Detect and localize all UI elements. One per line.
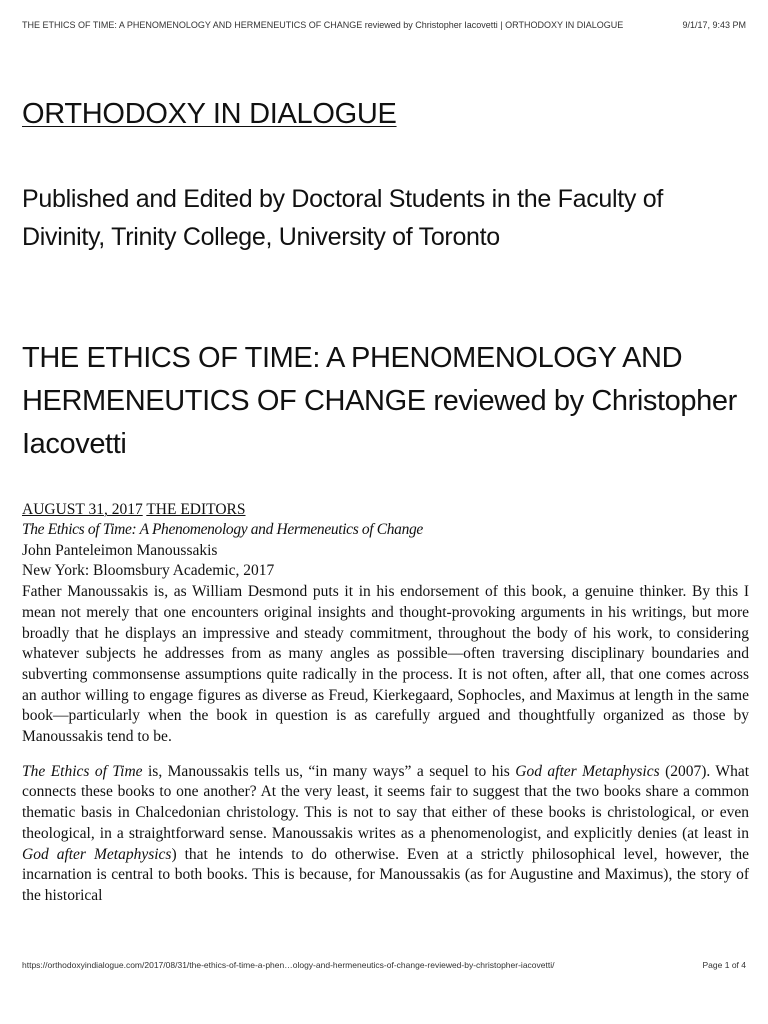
p2-italic-2: God after Metaphysics <box>515 762 660 780</box>
p2-text-1: is, Manoussakis tells us, “in many ways” a sequel to his <box>142 762 516 780</box>
print-header <box>22 20 746 30</box>
paragraph-2 <box>22 762 749 907</box>
book-publisher: New York: Bloomsbury Academic, 2017 <box>22 562 275 580</box>
p2-italic-3: God after Metaphysics <box>22 845 172 863</box>
p2-italic-1: The Ethics of Time <box>22 762 143 780</box>
article-content <box>22 520 752 907</box>
article-title <box>22 337 752 466</box>
article-meta <box>22 500 246 520</box>
site-tagline: Published and Edited by Doctoral Students in the Faculty of Divinity, Trinity College, University of Toronto <box>22 185 664 251</box>
print-page-number: Page 1 of 4 <box>702 960 746 970</box>
post-author-link[interactable]: THE EDITORS <box>146 501 246 518</box>
print-page-title: THE ETHICS OF TIME: A PHENOMENOLOGY AND HERMENEUTICS OF CHANGE reviewed by Christopher Iacovetti | ORTHODOXY IN DIALOGUE <box>22 20 624 30</box>
p2-text-3: ) that he intends to do otherwise. Even at a strictly philosophical level, however, the incarnation is central to both books. This is because, for Manoussakis (as for Augustine and Maximus), the story of the historical <box>22 845 749 904</box>
print-footer <box>22 960 746 970</box>
book-author: John Panteleimon Manoussakis <box>22 541 218 559</box>
book-title: The Ethics of Time: A Phenomenology and Hermeneutics of Change <box>22 521 423 538</box>
paragraph-1: Father Manoussakis is, as William Desmond puts it in his endorsement of this book, a genuine thinker. By this I mean not merely that one encounters original insights and thought-provoking arguments in his writings, but more broadly that he displays an impressive and steady commitment, throughout the body of his work, to considering whatever subjects he addresses from as many angles as possible—often traversing disciplinary boundaries and subverting commonsense assumptions quite radically in the process. It is not often, after all, that one comes across an author willing to engage figures as diverse as Freud, Kierkegaard, Sophocles, and Maximus at length in the same book—particularly when the book in question is as carefully argued and thoughtfully organized as those by Manoussakis tend to be. <box>22 583 749 746</box>
article-title-rest: reviewed by Christopher Iacovetti <box>22 385 737 460</box>
site-title-link[interactable]: ORTHODOXY IN DIALOGUE <box>22 98 397 130</box>
post-date-link[interactable]: AUGUST 31, 2017 <box>22 501 143 518</box>
article-title-caps: THE ETHICS OF TIME: A PHENOMENOLOGY AND HERMENEUTICS OF CHANGE <box>22 342 683 417</box>
p2-text-2: (2007). What connects these books to one another? At the very least, it seems fair to suggest that the two books share a common thematic basis in Chalcedonian christology. This is not to say that either of these books is christological, or even theological, in a straightforward sense. Manoussakis writes as a phenomenologist, and explicitly denies (at least in <box>22 762 750 842</box>
print-datetime: 9/1/17, 9:43 PM <box>682 20 746 30</box>
print-url: https://orthodoxyindialogue.com/2017/08/31/the-ethics-of-time-a-phen…ology-and-hermeneutics-of-change-reviewed-by-christopher-iacovetti/ <box>22 960 555 970</box>
